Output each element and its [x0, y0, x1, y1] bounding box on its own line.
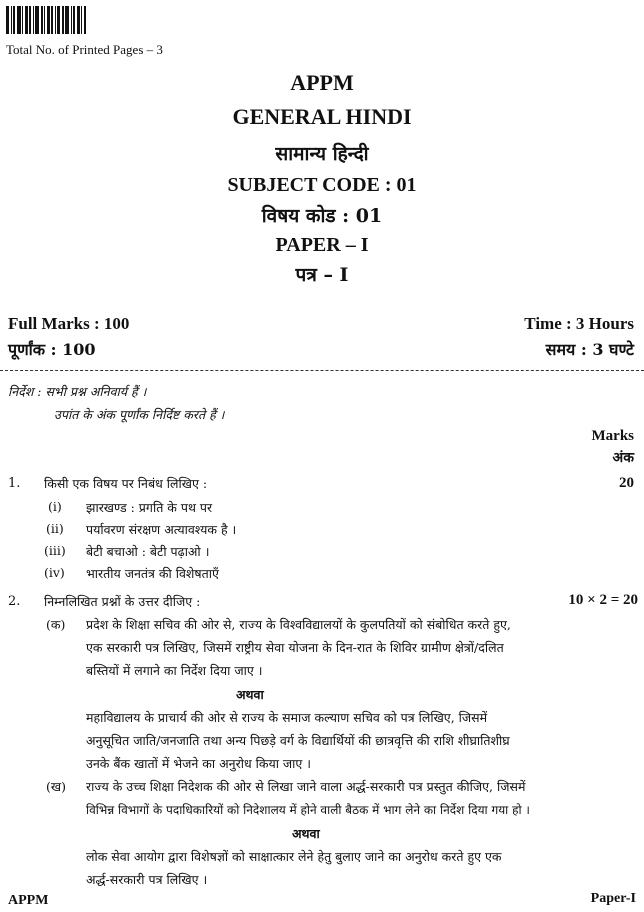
q1-option-label: (ii)	[46, 521, 64, 536]
q1-marks: 20	[619, 475, 634, 491]
q1-option-text: पर्यावरण संरक्षण अत्यावश्यक है ।	[86, 522, 237, 537]
subject-title-hi: सामान्य हिन्दी	[275, 143, 369, 165]
time-hi: समय : 3 घण्टे	[545, 340, 634, 359]
paper-en: PAPER – I	[275, 234, 369, 256]
paper-hi: पत्र – I	[295, 264, 349, 286]
subject-code-en: SUBJECT CODE : 01	[227, 174, 417, 196]
q2-part-a-label: (क)	[46, 617, 66, 632]
q1-number: 1.	[8, 476, 21, 491]
q1-option-label: (iii)	[44, 543, 66, 558]
printed-pages-note: Total No. of Printed Pages – 3	[6, 42, 163, 57]
q2-number: 2.	[8, 594, 21, 609]
marks-header-hi: अंक	[612, 450, 634, 466]
full-marks-hi: पूर्णांक : 100	[8, 340, 96, 359]
q2-part-b-alt-line: अर्द्ध-सरकारी पत्र लिखिए ।	[86, 872, 208, 887]
q2-part-b-line: विभिन्न विभागों के पदाधिकारियों को निदेशालय में होने वाली बैठक में भाग लेने का निर्देश दिया गया हो ।	[86, 803, 530, 817]
time-en: Time : 3 Hours	[524, 314, 634, 333]
q1-option-text: बेटी बचाओ : बेटी पढ़ाओ ।	[86, 544, 210, 559]
instruction-line-2: उपांत के अंक पूर्णांक निर्दिष्ट करते हैं ।	[54, 407, 225, 422]
barcode	[6, 6, 98, 34]
footer-left: APPM	[8, 893, 49, 908]
full-marks-en: Full Marks : 100	[8, 314, 130, 333]
q2-part-a-line: बस्तियों में लगाने का निर्देश दिया जाए ।	[86, 663, 263, 678]
q2-part-b-line: राज्य के उच्च शिक्षा निदेशक की ओर से लिखा जाने वाला अर्द्ध-सरकारी पत्र प्रस्तुत कीजिए, जिसमें	[86, 779, 526, 794]
marks-header-en: Marks	[591, 428, 634, 444]
q1-option-label: (iv)	[44, 565, 65, 580]
footer-right: Paper-I	[590, 891, 636, 906]
q1-option-text: झारखण्ड : प्रगति के पथ पर	[86, 500, 213, 515]
exam-title: APPM	[290, 70, 354, 95]
q2-part-a-line: प्रदेश के शिक्षा सचिव की ओर से, राज्य के विश्वविद्यालयों के कुलपतियों को संबोधित करते हुए,	[86, 617, 511, 632]
q2-part-a-or: अथवा	[236, 687, 264, 702]
q2-part-b-alt-line: लोक सेवा आयोग द्वारा विशेषज्ञों को साक्षात्कार लेने हेतु बुलाए जाने का अनुरोध करते हुए एक	[86, 849, 502, 864]
instruction-line-1: निर्देश : सभी प्रश्न अनिवार्य हैं ।	[8, 384, 147, 399]
subject-code-hi: विषय कोड : 01	[261, 205, 383, 227]
q1-option-text: भारतीय जनतंत्र की विशेषताएँ	[86, 566, 219, 581]
q2-marks: 10 × 2 = 20	[568, 592, 638, 608]
q2-part-a-alt-line: अनुसूचित जाति/जनजाति तथा अन्य पिछड़े वर्ग के विद्यार्थियों की छात्रवृत्ति की राशि शीघ्रातिशीघ्र	[86, 733, 510, 748]
q2-part-b-or: अथवा	[292, 826, 320, 841]
q1-text: किसी एक विषय पर निबंध लिखिए :	[44, 476, 208, 491]
q1-option-label: (i)	[48, 499, 62, 514]
divider	[0, 370, 644, 371]
q2-part-a-line: एक सरकारी पत्र लिखिए, जिसमें राष्ट्रीय सेवा योजना के दिन-रात के शिविर ग्रामीण क्षेत्रों/दलित	[86, 640, 504, 655]
q2-part-a-alt-line: उनके बैंक खातों में भेजने का अनुरोध किया जाए ।	[86, 756, 312, 771]
q2-text: निम्नलिखित प्रश्नों के उत्तर दीजिए :	[44, 594, 201, 609]
q2-part-b-label: (ख)	[46, 779, 66, 794]
q2-part-a-alt-line: महाविद्यालय के प्राचार्य की ओर से राज्य के समाज कल्याण सचिव को पत्र लिखिए, जिसमें	[86, 710, 488, 725]
subject-title-en: GENERAL HINDI	[232, 104, 412, 129]
